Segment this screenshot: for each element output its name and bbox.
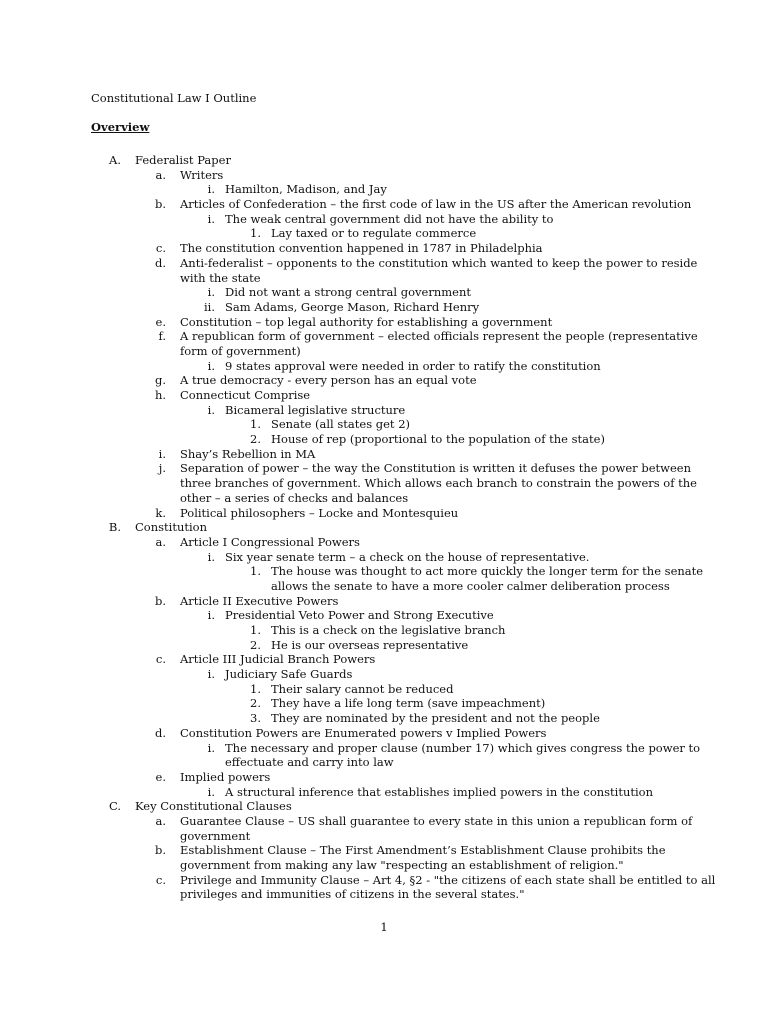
outline-marker: i. (207, 784, 215, 799)
outline-marker: a. (155, 167, 166, 182)
outline-marker: f. (158, 329, 166, 344)
outline-text: government (180, 828, 251, 843)
outline-item (0, 623, 768, 638)
outline-item (0, 491, 768, 506)
outline-marker: C. (108, 799, 121, 814)
outline-marker: 2. (250, 637, 261, 652)
outline-text: The house was thought to act more quickly the longer term for the senate (271, 564, 704, 579)
outline-text: This is a check on the legislative branch (271, 623, 506, 637)
outline-item (0, 873, 768, 888)
outline-item (0, 799, 768, 814)
outline-text: Federalist Paper (135, 153, 231, 167)
outline-item (0, 315, 768, 330)
outline-marker: a. (155, 813, 166, 828)
outline-marker: A. (109, 153, 121, 167)
outline-text: other – a series of checks and balances (180, 490, 409, 505)
outline-text: Article III Judicial Branch Powers (180, 652, 376, 667)
outline-marker: g. (154, 373, 166, 388)
outline-text: House of rep (proportional to the population of the state) (271, 432, 605, 447)
outline-item (0, 608, 768, 623)
outline-text: Establishment Clause – The First Amendment’s Establishment Clause prohibits the (180, 843, 666, 858)
outline-text: with the state (180, 270, 261, 285)
outline-marker: i. (207, 667, 215, 682)
outline-text: A structural inference that establishes implied powers in the constitution (225, 784, 654, 799)
outline-marker: i. (207, 608, 215, 623)
outline-item (0, 682, 768, 697)
outline-marker: c. (155, 652, 166, 667)
outline-item (0, 652, 768, 667)
outline-item (0, 344, 768, 359)
outline-item (0, 388, 768, 403)
outline-marker: 3. (250, 711, 261, 726)
document-title: Constitutional Law I Outline (91, 91, 257, 105)
outline-marker: k. (155, 505, 166, 520)
outline-text: Lay taxed or to regulate commerce (271, 226, 477, 241)
outline-text: They are nominated by the president and not the people (271, 711, 600, 726)
outline-marker: 1. (250, 417, 261, 432)
outline-text: Their salary cannot be reduced (271, 681, 454, 696)
outline-marker: i. (207, 549, 215, 564)
outline-marker: ii. (203, 299, 215, 314)
outline-marker: 2. (250, 696, 261, 711)
outline-text: allows the senate to have a more cooler calmer deliberation process (271, 578, 670, 593)
outline-item (0, 535, 768, 550)
outline-text: Constitution Powers are Enumerated powers v Implied Powers (180, 725, 547, 740)
outline-item (0, 696, 768, 711)
outline-item (0, 564, 768, 579)
outline-text: government from making any law "respecting an establishment of religion." (180, 858, 624, 872)
outline-item (0, 594, 768, 609)
outline-text: Political philosophers – Locke and Montesquieu (180, 505, 459, 520)
outline-text: Privilege and Immunity Clause – Art 4, §2 - "the citizens of each state shall be entitled to all (180, 872, 716, 887)
outline-item (0, 814, 768, 829)
outline-item (0, 770, 768, 785)
outline-item (0, 271, 768, 286)
outline-text: Guarantee Clause – US shall guarantee to every state in this union a republican form of (180, 813, 693, 828)
outline-text: effectuate and carry into law (225, 755, 394, 770)
outline-item (0, 182, 768, 197)
outline-text: A true democracy - every person has an equal vote (180, 373, 477, 388)
outline-marker: 2. (250, 432, 261, 447)
outline-item (0, 300, 768, 315)
outline-item (0, 711, 768, 726)
outline-marker: e. (155, 314, 166, 329)
outline-item (0, 403, 768, 418)
outline-text: The constitution convention happened in 1787 in Philadelphia (180, 241, 543, 256)
outline-marker: c. (155, 241, 166, 256)
outline-marker: i. (207, 182, 215, 197)
outline-item (0, 829, 768, 844)
outline-text: Constitution – top legal authority for establishing a government (180, 314, 553, 329)
outline-item (0, 329, 768, 344)
outline-marker: b. (154, 197, 166, 212)
outline-text: Implied powers (180, 769, 271, 784)
outline-item (0, 461, 768, 476)
outline-text: Article II Executive Powers (180, 593, 339, 608)
outline-marker: a. (155, 534, 166, 549)
outline-item (0, 638, 768, 653)
outline-marker: i. (158, 446, 166, 461)
outline-text: Bicameral legislative structure (225, 402, 406, 417)
outline-marker: c. (155, 872, 166, 887)
outline-text: Did not want a strong central government (225, 285, 471, 300)
outline-marker: j. (158, 461, 166, 476)
outline-item (0, 667, 768, 682)
outline-text: He is our overseas representative (271, 637, 469, 652)
outline-item (0, 755, 768, 770)
outline-text: Hamilton, Madison, and Jay (225, 182, 387, 197)
outline-item (0, 579, 768, 594)
outline-item (0, 153, 768, 168)
outline-item (0, 212, 768, 227)
outline-text: Key Constitutional Clauses (135, 799, 292, 814)
outline-text: Judiciary Safe Guards (225, 667, 353, 682)
outline-text: Shay’s Rebellion in MA (180, 446, 316, 461)
outline-text: The weak central government did not have the ability to (225, 211, 554, 226)
outline-text: Separation of power – the way the Constitution is written it defuses the power between (180, 461, 691, 476)
outline-item (0, 373, 768, 388)
outline-marker: i. (207, 285, 215, 300)
outline-text: They have a life long term (save impeachment) (271, 696, 546, 711)
outline-item (0, 887, 768, 902)
outline-item (0, 359, 768, 374)
outline-item (0, 726, 768, 741)
outline-list (0, 153, 768, 902)
outline-item (0, 241, 768, 256)
outline-text: three branches of government. Which allows each branch to constrain the powers of the (180, 476, 697, 491)
outline-marker: B. (108, 520, 121, 535)
outline-text: 9 states approval were needed in order to ratify the constitution (225, 358, 601, 373)
outline-text: Sam Adams, George Mason, Richard Henry (225, 299, 480, 314)
outline-marker: i. (207, 402, 215, 417)
outline-text: Senate (all states get 2) (271, 417, 410, 432)
outline-item (0, 417, 768, 432)
outline-text: Presidential Veto Power and Strong Executive (225, 608, 494, 623)
outline-item (0, 520, 768, 535)
outline-text: privileges and immunities of citizens in the several states." (180, 887, 525, 902)
outline-text: Constitution (135, 520, 207, 535)
outline-marker: i. (207, 358, 215, 373)
outline-marker: 1. (250, 623, 261, 637)
outline-text: Writers (180, 167, 224, 182)
outline-item (0, 741, 768, 756)
page-number: 1 (380, 920, 388, 934)
outline-marker: b. (154, 843, 166, 858)
outline-text: Six year senate term – a check on the house of representative. (225, 549, 590, 564)
outline-item (0, 843, 768, 858)
outline-marker: 1. (250, 681, 261, 696)
outline-item (0, 226, 768, 241)
outline-item (0, 550, 768, 565)
outline-marker: i. (207, 211, 215, 226)
outline-item (0, 476, 768, 491)
outline-item (0, 432, 768, 447)
outline-item (0, 785, 768, 800)
outline-marker: h. (154, 388, 166, 402)
outline-marker: d. (154, 725, 166, 740)
outline-item (0, 197, 768, 212)
outline-marker: b. (154, 593, 166, 608)
outline-text: A republican form of government – elected officials represent the people (representative (180, 329, 698, 344)
outline-text: Connecticut Comprise (180, 388, 311, 402)
outline-marker: i. (207, 740, 215, 755)
outline-item (0, 285, 768, 300)
outline-marker: e. (155, 769, 166, 784)
outline-item (0, 168, 768, 183)
outline-marker: d. (154, 255, 166, 270)
outline-text: form of government) (180, 343, 301, 358)
outline-item (0, 447, 768, 462)
outline-text: Anti-federalist – opponents to the constitution which wanted to keep the power to reside (180, 255, 698, 270)
outline-marker: 1. (250, 226, 261, 241)
outline-text: The necessary and proper clause (number 17) which gives congress the power to (225, 740, 701, 755)
outline-item (0, 506, 768, 521)
outline-marker: 1. (250, 564, 261, 579)
section-heading: Overview (91, 120, 150, 134)
outline-text: Articles of Confederation – the first code of law in the US after the American revolution (180, 197, 692, 212)
outline-item (0, 256, 768, 271)
outline-text: Article I Congressional Powers (180, 534, 360, 549)
outline-item (0, 858, 768, 873)
